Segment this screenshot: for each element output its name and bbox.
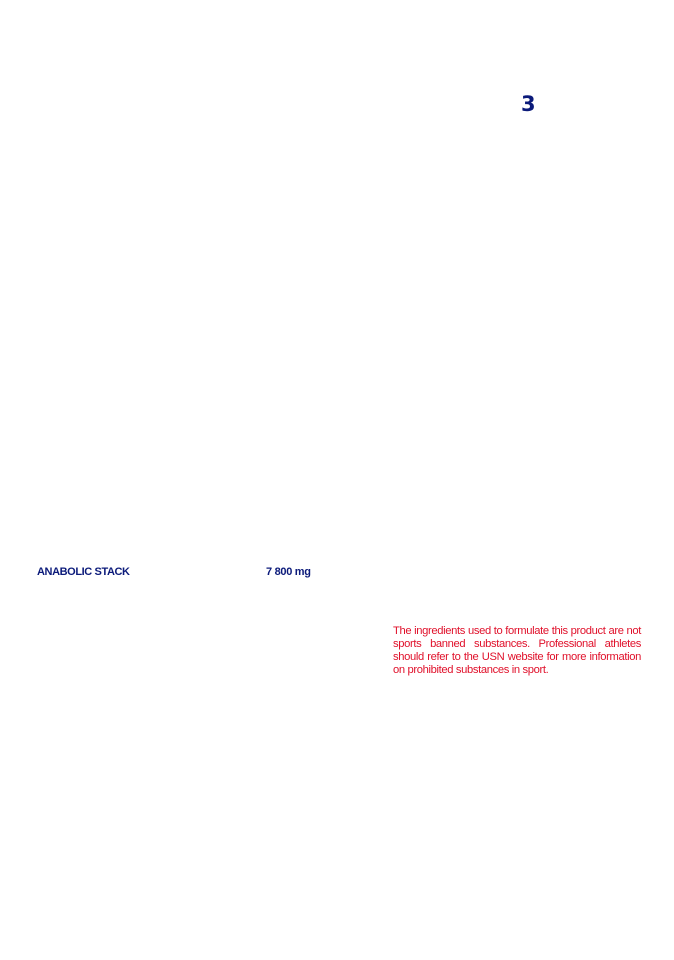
page-number: 3 xyxy=(521,92,536,116)
ingredient-amount: 7 800 mg xyxy=(266,566,311,578)
ingredient-name: ANABOLIC STACK xyxy=(37,566,130,578)
banned-substances-disclaimer: The ingredients used to formulate this product are not sports banned substances. Professional athletes should refer to the USN website for more information on prohibited substances in sport. xyxy=(393,625,641,676)
